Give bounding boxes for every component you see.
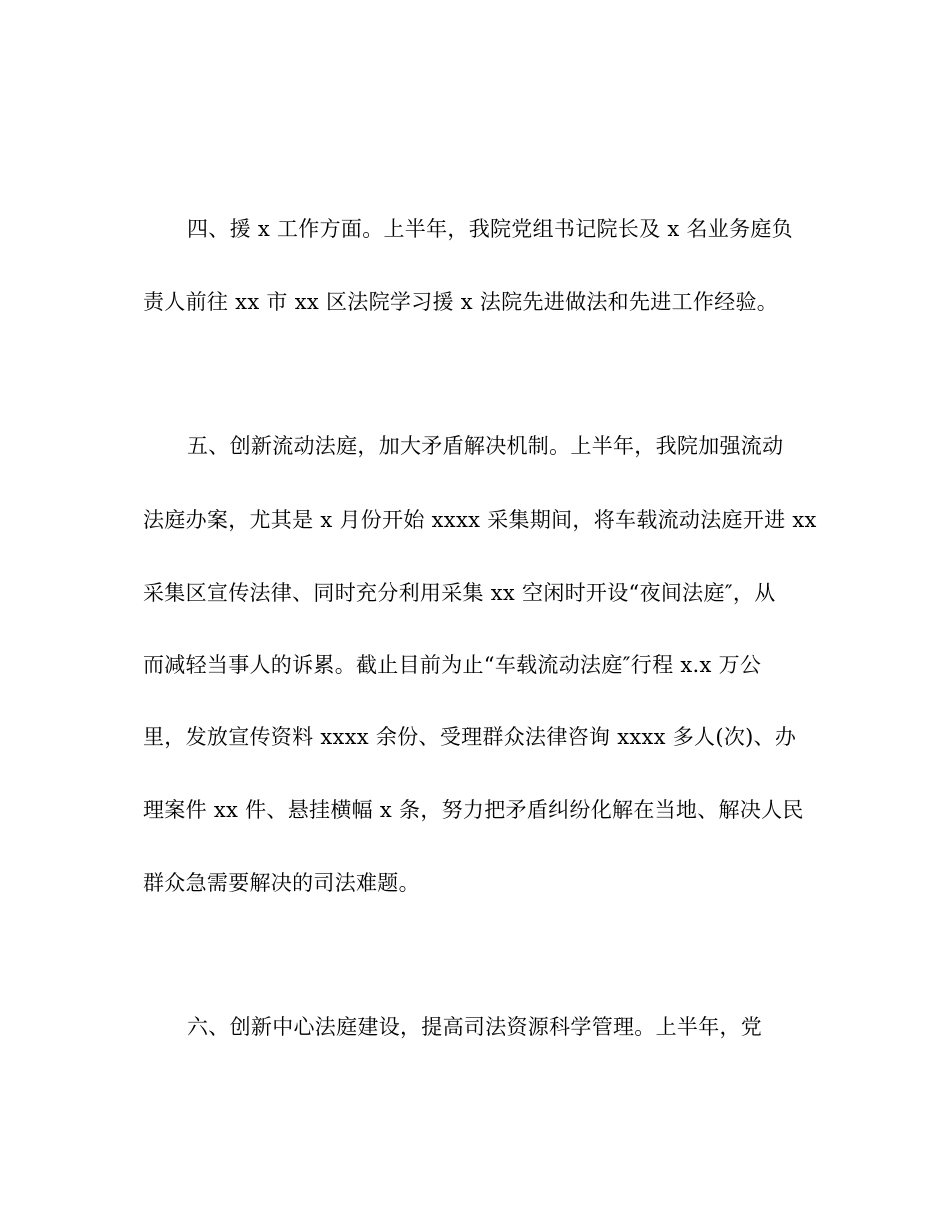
paragraph-6-line-1: 六、创新中心法庭建设，提高司法资源科学管理。上半年，党 [187,1015,763,1039]
paragraph-5-line-7: 群众急需要解决的司法难题。 [143,871,420,895]
paragraph-4-line-1: 四、援 x 工作方面。上半年，我院党组书记院长及 x 名业务庭负 [187,217,793,241]
paragraph-5-line-4: 而减轻当事人的诉累。截止目前为止“车载流动法庭″行程 x.x 万公 [143,653,762,677]
paragraph-5-line-3: 采集区宣传法律、同时充分利用采集 xx 空闲时开设“夜间法庭″，从 [143,581,776,605]
paragraph-5-line-1: 五、创新流动法庭，加大矛盾解决机制。上半年，我院加强流动 [187,434,784,458]
paragraph-5-line-2: 法庭办案，尤其是 x 月份开始 xxxx 采集期间，将车载流动法庭开进 xx [143,508,817,532]
paragraph-5-line-6: 理案件 xx 件、悬挂横幅 x 条，努力把矛盾纠纷化解在当地、解决人民 [143,798,804,822]
paragraph-5-line-5: 里，发放宣传资料 xxxx 余份、受理群众法律咨询 xxxx 多人(次)、办 [143,725,797,749]
paragraph-4-line-2: 责人前往 xx 市 xx 区法院学习援 x 法院先进做法和先进工作经验。 [143,290,779,314]
